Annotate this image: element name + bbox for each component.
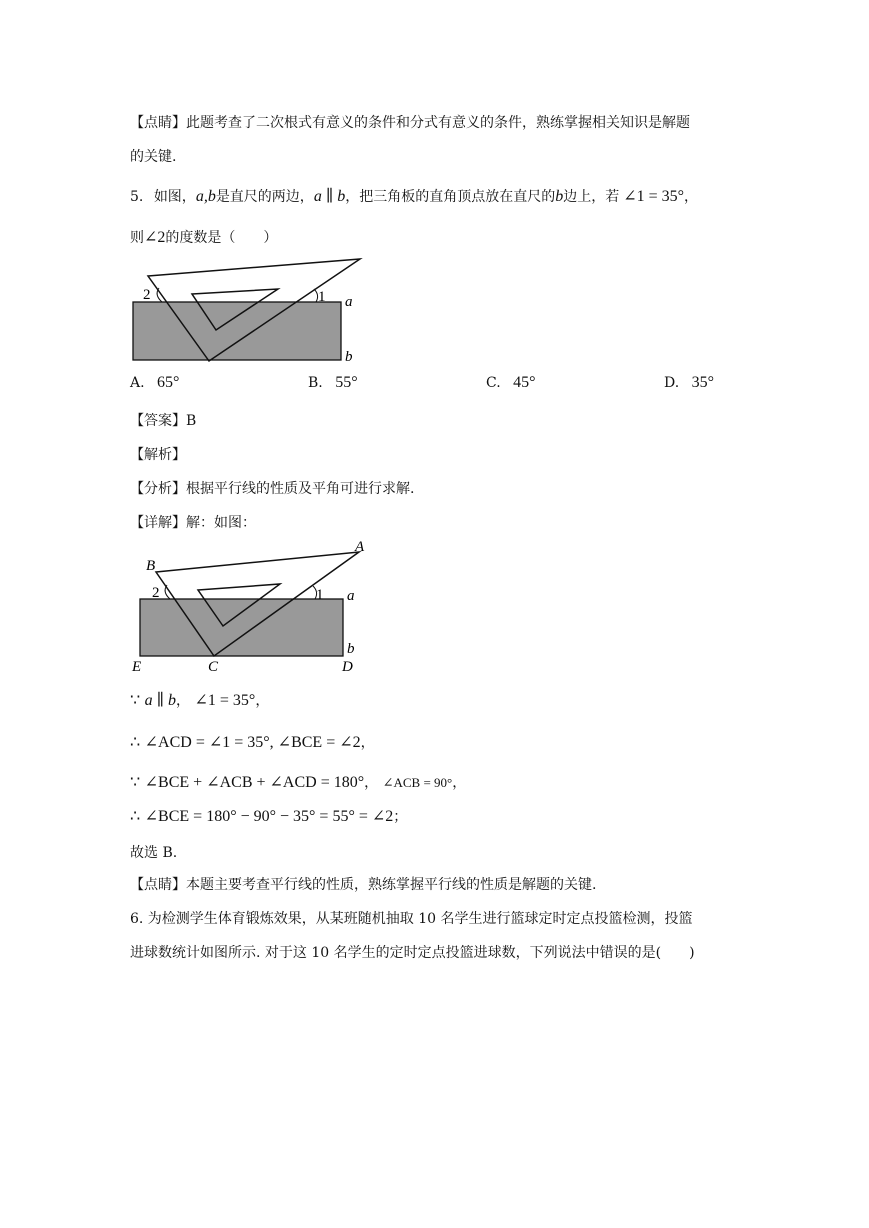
label-point-B: B — [146, 558, 156, 574]
label-a: a — [347, 588, 355, 604]
q5-option-b — [308, 374, 358, 392]
q6-line1: 6. 为检测学生体育锻炼效果，从某班随机抽取 10 名学生进行篮球定时定点投篮检测，投篮 — [130, 911, 693, 927]
step-punct: ； — [393, 809, 408, 825]
q5-option-a — [130, 374, 179, 392]
q5-fenxi: 【分析】根据平行线的性质及平角可进行求解. — [130, 481, 415, 497]
q5-stem-line2 — [130, 227, 277, 247]
because-symbol: ∵ — [130, 692, 141, 709]
q5-step2 — [130, 732, 375, 752]
q5-ab: a,b — [195, 188, 216, 205]
therefore-symbol: ∴ — [130, 808, 141, 825]
option-letter: D. — [664, 375, 680, 391]
label-point-C: C — [208, 659, 219, 675]
option-letter: B. — [308, 375, 323, 391]
because-symbol: ∵ — [130, 774, 141, 791]
q5-parallel: a ∥ b — [313, 188, 346, 205]
step-punct: ， — [360, 735, 375, 751]
q5-stem-text: ，把三角板的直角顶点放在直尺的 — [345, 189, 556, 205]
step-math: ∠BCE = 180° − 90° − 35° = 55° = ∠2 — [144, 808, 394, 825]
q5-option-c — [486, 374, 536, 392]
option-value: 35° — [691, 374, 715, 391]
q5-figure1 — [128, 254, 368, 366]
q6-line2: 进球数统计如图所示. 对于这 10 名学生的定时定点投篮进球数，下列说法中错误的是( ) — [130, 945, 695, 961]
option-value: 45° — [513, 374, 536, 391]
q5-choose: 故选 B. — [130, 845, 178, 861]
step-math: ∠ACB = 90° — [382, 775, 453, 790]
option-value: 55° — [335, 374, 358, 391]
step-math: ∠1 = 35° — [194, 692, 256, 709]
q5-stem-text: ， — [684, 189, 699, 205]
q5-stem-line1 — [130, 186, 698, 206]
q5-angle1: ∠1 = 35° — [623, 188, 685, 205]
q5-stem-text: 是直尺的两边， — [215, 189, 314, 205]
label-b: b — [345, 349, 353, 365]
step-math: ∠BCE + ∠ACB + ∠ACD = 180° — [144, 774, 365, 791]
label-angle1: 1 — [318, 289, 326, 305]
prev-comment-line1: 【点睛】此题考查了二次根式有意义的条件和分式有意义的条件，熟练掌握相关知识是解题 — [130, 115, 690, 131]
step-math: a ∥ b — [144, 692, 177, 709]
prev-comment-line2: 的关键. — [130, 149, 177, 165]
label-angle2: 2 — [152, 585, 160, 601]
label-point-D: D — [342, 659, 353, 675]
step-punct: ， — [452, 775, 467, 791]
q5-step4 — [130, 806, 407, 826]
q5-b: b — [555, 188, 564, 205]
label-angle1: 1 — [316, 587, 324, 603]
ruler-rect — [140, 599, 343, 656]
option-letter: A. — [130, 375, 145, 391]
q5-step3 — [130, 772, 466, 792]
q5-dianjing: 【点睛】本题主要考查平行线的性质，熟练掌握平行线的性质是解题的关键. — [130, 877, 597, 893]
step-math: ∠ACD = ∠1 = 35°, ∠BCE = ∠2 — [144, 734, 361, 751]
q5-step1 — [130, 690, 269, 710]
step-punct: ， — [364, 775, 379, 791]
step-punct: ， — [255, 693, 270, 709]
label-a: a — [345, 294, 353, 310]
q5-option-d — [664, 374, 714, 392]
q5-answer: 【答案】B — [130, 413, 197, 429]
q5-stem-text: 边上，若 — [563, 189, 620, 205]
q5-figure2 — [128, 536, 378, 676]
option-value: 65° — [157, 374, 180, 391]
q5-stem-text: 的度数是（ ） — [165, 230, 278, 246]
q5-stem-text: 则 — [130, 230, 144, 246]
ruler-rect — [133, 302, 341, 360]
q5-stem-text: 如图， — [153, 189, 196, 205]
option-letter: C. — [486, 375, 501, 391]
q5-xiangjie: 【详解】解：如图： — [130, 515, 256, 531]
label-point-A: A — [355, 539, 365, 555]
therefore-symbol: ∴ — [130, 734, 141, 751]
q5-number: 5. — [130, 189, 144, 205]
label-angle2: 2 — [143, 287, 151, 303]
label-b: b — [347, 641, 355, 657]
label-point-E: E — [132, 659, 142, 675]
step-punct: ， — [176, 693, 191, 709]
q5-jiexi: 【解析】 — [130, 447, 186, 463]
q5-angle2: ∠2 — [144, 229, 166, 246]
